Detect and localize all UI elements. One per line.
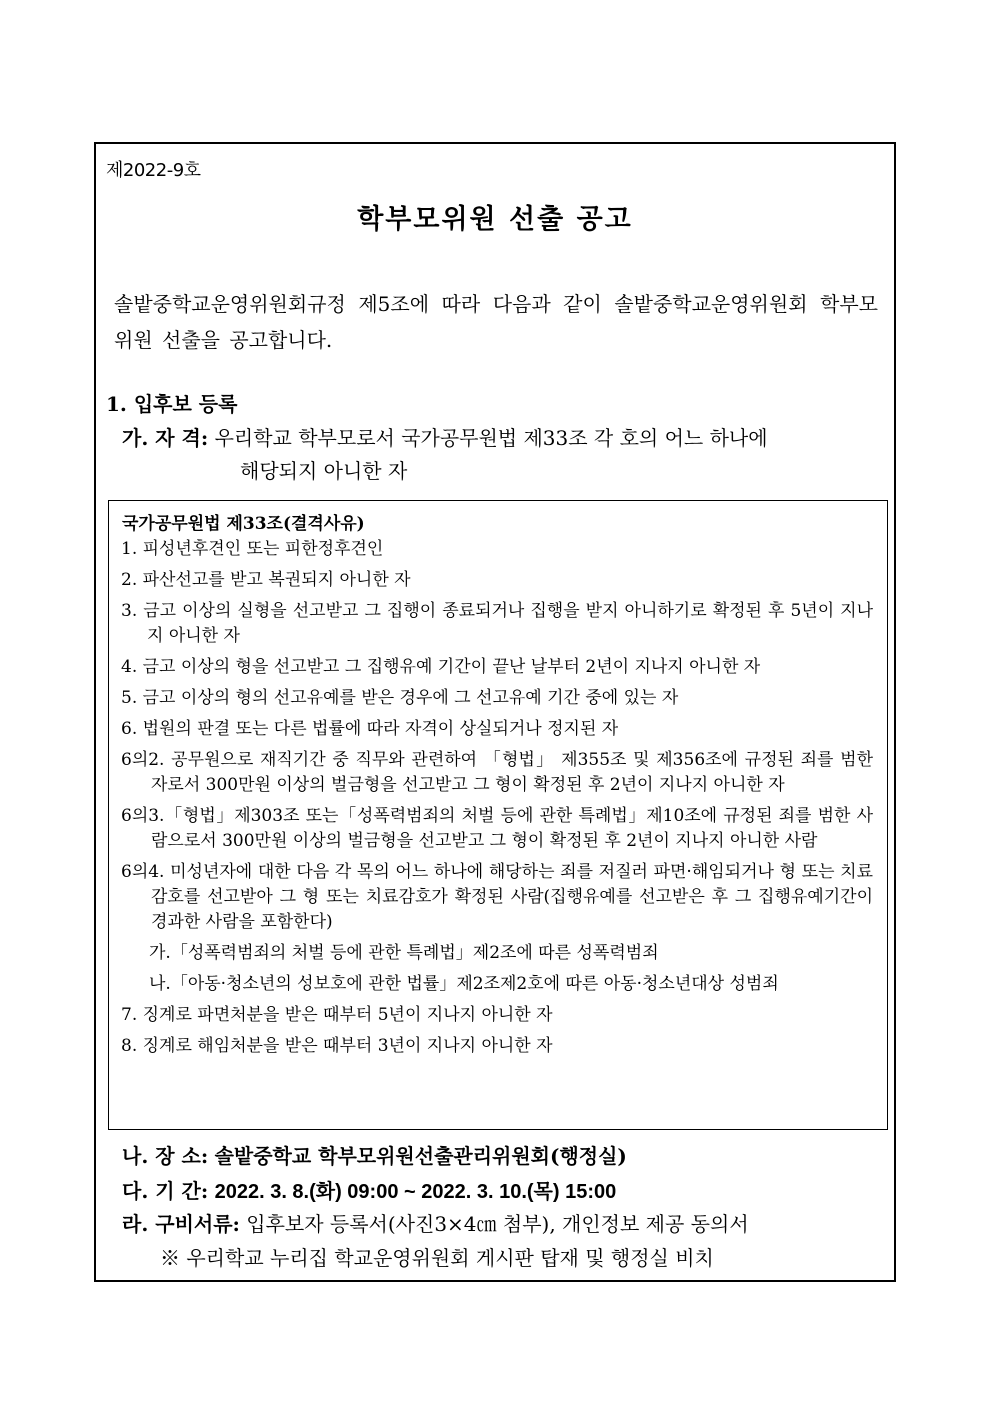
documents-item [122,1208,749,1241]
law-item: 4. 금고 이상의 형을 선고받고 그 집행유예 기간이 끝난 날부터 2년이 지나지 아니한 자 [121,657,761,677]
law-item: 7. 징계로 파면처분을 받은 때부터 5년이 지나지 아니한 자 [121,1005,553,1025]
period-text: 2022. 3. 8.(화) 09:00 ~ 2022. 3. 10.(목) 15:00 [214,1181,617,1203]
law-box-title: 국가공무원법 제33조(결격사유) [122,514,365,534]
law-item: 3. 금고 이상의 실형을 선고받고 그 집행이 종료되거나 집행을 받지 아니하기로 확정된 후 5년이 지나지 아니한 자 [121,601,873,646]
qualification-item [122,422,888,483]
intro-paragraph: 솔밭중학교운영위원회규정 제5조에 따라 다음과 같이 솔밭중학교운영위원회 학부모위원 선출을 공고합니다. [114,292,878,352]
law-item: 6의3.「형법」제303조 또는「성폭력범죄의 처벌 등에 관한 특례법」제10조에 규정된 죄를 범한 사람으로서 300만원 이상의 벌금형을 선고받고 그 형이 확정된 후 2년이 지나지 아니한 사람 [121,806,873,851]
qualification-text-line1: 우리학교 학부모로서 국가공무원법 제33조 각 호의 어느 하나에 [214,426,768,450]
section-heading-registration: 1. 입후보 등록 [106,392,238,416]
law-item: 6. 법원의 판결 또는 다른 법률에 따라 자격이 상실되거나 정지된 자 [121,719,619,739]
document-number: 제2022-9호 [106,160,201,181]
law-item: 8. 징계로 해임처분을 받은 때부터 3년이 지나지 아니한 자 [121,1036,553,1056]
place-item [122,1140,627,1173]
period-label: 다. 기 간: [122,1179,209,1203]
law-item: 6의4. 미성년자에 대한 다음 각 목의 어느 하나에 해당하는 죄를 저질러 파면·해임되거나 형 또는 치료감호를 선고받아 그 형 또는 치료감호가 확정된 사람(집행유예를 선고받은 후 그 집행유예기간이 경과한 사람을 포함한다) [121,862,873,932]
place-label: 나. 장 소: [122,1144,209,1168]
law-item: 2. 파산선고를 받고 복권되지 아니한 자 [121,570,411,590]
documents-text: 입후보자 등록서(사진3×4㎝ 첨부), 개인정보 제공 동의서 [246,1212,749,1236]
period-item [122,1175,616,1209]
page-title: 학부모위원 선출 공고 [357,204,633,235]
law-item: 1. 피성년후견인 또는 피한정후견인 [121,539,384,559]
notice-note: ※ 우리학교 누리집 학교운영위원회 게시판 탑재 및 행정실 비치 [160,1246,714,1270]
law-list [121,537,873,1065]
law-item: 5. 금고 이상의 형의 선고유예를 받은 경우에 그 선고유예 기간 중에 있는 자 [121,688,679,708]
qualification-label: 가. 자 격: [122,426,209,450]
place-text: 솔밭중학교 학부모위원선출관리위원회(행정실) [214,1144,627,1168]
law-item: 6의2. 공무원으로 재직기간 중 직무와 관련하여 「형법」 제355조 및 제356조에 규정된 죄를 범한 자로서 300만원 이상의 벌금형을 선고받고 그 형이 확정된 후 2년이 지나지 아니한 자 [121,750,873,795]
law-sub-item: 나.「아동·청소년의 성보호에 관한 법률」제2조제2호에 따른 아동·청소년대상 성범죄 [149,974,779,994]
law-sub-item: 가.「성폭력범죄의 처벌 등에 관한 특례법」제2조에 따른 성폭력범죄 [149,943,659,963]
qualification-text-line2: 해당되지 아니한 자 [240,459,408,483]
documents-label: 라. 구비서류: [122,1212,240,1236]
